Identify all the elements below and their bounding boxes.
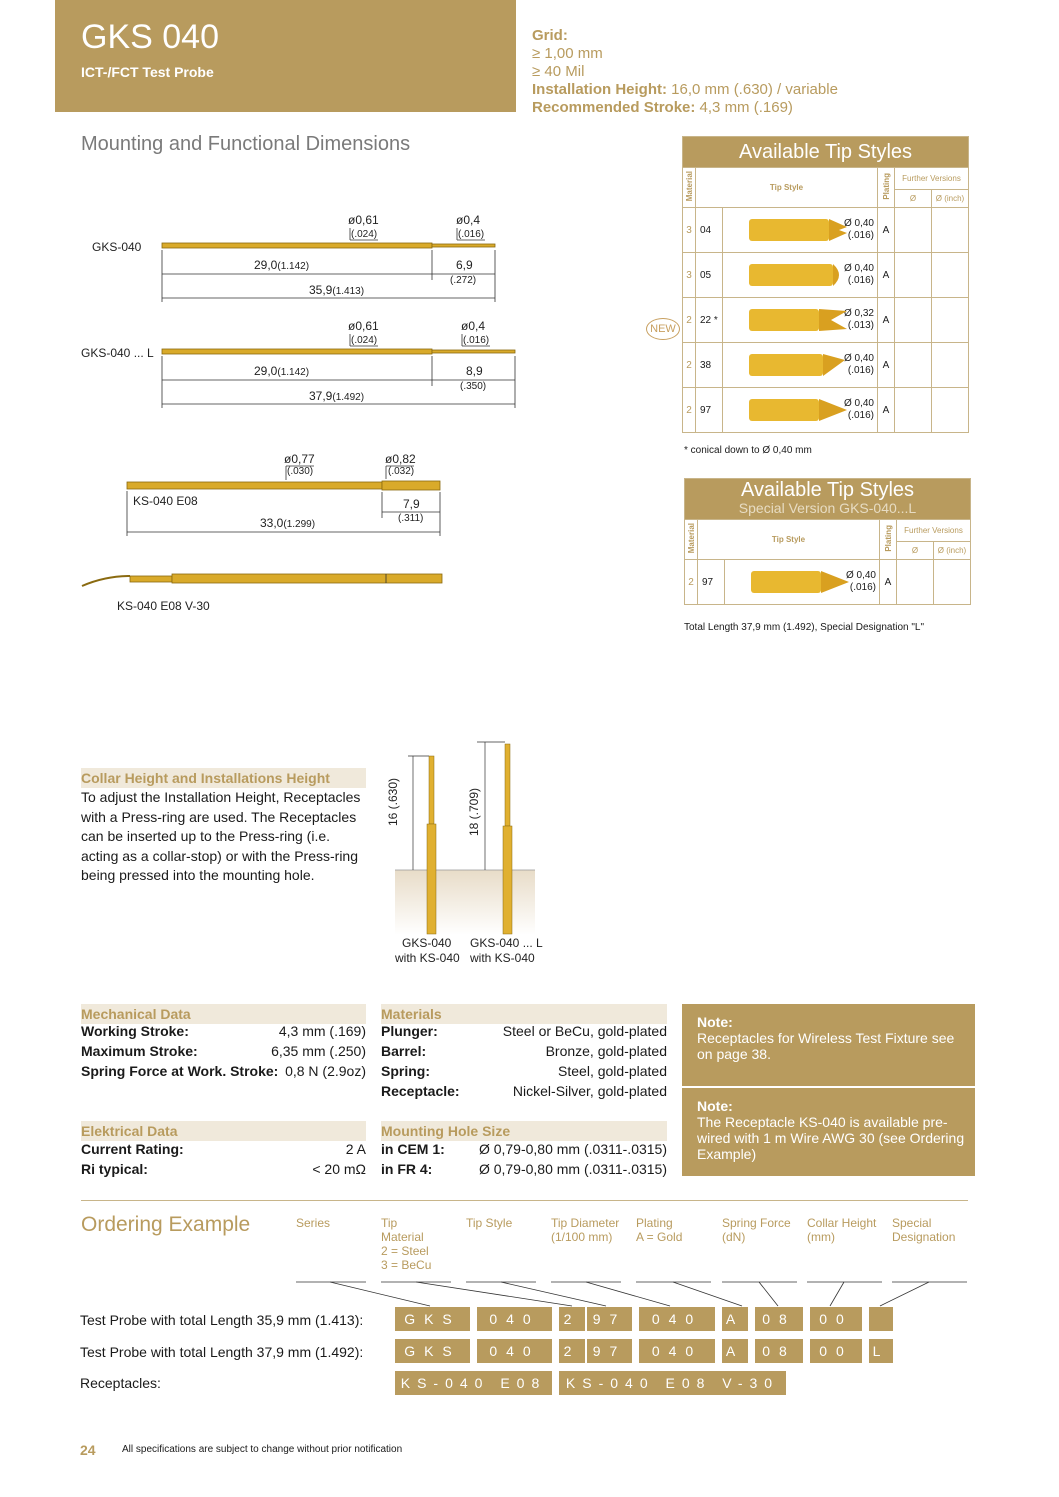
row-code: 05: [696, 253, 723, 298]
collar-cap2b: with KS-040: [470, 951, 535, 965]
order-row1-label: Test Probe with total Length 35,9 mm (1.413):: [80, 1312, 364, 1328]
list-item: [381, 1063, 667, 1083]
order-col-label: Special: [892, 1216, 932, 1230]
list-item: [381, 1043, 667, 1063]
materials-title: Materials: [381, 1004, 667, 1024]
drawing3-dia1: ø0,77: [284, 452, 315, 466]
list-item: [81, 1141, 366, 1161]
tip-table-2-footnote: Total Length 37,9 mm (1.492), Special Designation "L": [684, 622, 925, 633]
drawing1-len2-in: (.272): [450, 275, 477, 286]
tip-table-2-header: [685, 479, 971, 520]
row-dia: Ø 0,32: [843, 308, 874, 319]
drawing3-dia1-in: (.030): [287, 466, 314, 477]
data-value: Steel, gold-plated: [558, 1063, 667, 1079]
ordering-title: Ordering Example: [81, 1213, 251, 1236]
row-dia-in: (.016): [847, 365, 874, 376]
table-row: [683, 388, 969, 433]
data-label: Spring:: [381, 1063, 430, 1079]
order-col-label: Tip Diameter: [551, 1216, 620, 1230]
order-box-tip-style: 97: [587, 1307, 632, 1331]
drawing1-total: 35,9: [309, 283, 333, 297]
row-dia-in: (.016): [849, 582, 876, 593]
row-code: 22 *: [696, 298, 723, 343]
product-title: GKS 040: [81, 18, 219, 56]
data-value: Steel or BeCu, gold-plated: [502, 1023, 667, 1039]
data-value: Ø 0,79-0,80 mm (.0311-.0315): [478, 1141, 667, 1157]
grid-mil: ≥ 40 Mil: [532, 63, 585, 80]
drawing2-dia1: ø0,61: [348, 319, 379, 333]
row-dia: Ø 0,40: [843, 263, 874, 274]
order-col-collar-height: [807, 1216, 887, 1244]
row-dia-in: (.016): [847, 275, 874, 286]
drawing3-total-in: (1.299): [283, 519, 316, 530]
list-item: [81, 1161, 366, 1181]
stroke-label: Recommended Stroke:: [532, 99, 696, 116]
list-item: [81, 1063, 366, 1083]
drawing3-dia2: ø0,82: [385, 452, 416, 466]
list-item: [381, 1161, 667, 1181]
order-box-plating: A: [722, 1307, 748, 1331]
tip-97-icon: [747, 395, 857, 425]
list-item: [81, 1023, 366, 1043]
order-row2-label: Test Probe with total Length 37,9 mm (1.492):: [80, 1344, 364, 1360]
order-col-tip-style: [466, 1216, 546, 1230]
order-box-receptacle-wired: KS-040 E08 V-30: [559, 1371, 786, 1395]
order-col-plating: [636, 1216, 716, 1244]
order-box-special: L: [869, 1339, 893, 1363]
order-col-label: (dN): [722, 1230, 746, 1244]
electrical-title: Elektrical Data: [81, 1121, 366, 1141]
mounting-section-title: Mounting and Functional Dimensions: [81, 133, 411, 155]
col-further: Further Versions: [897, 520, 971, 542]
row-plating: A: [878, 253, 895, 298]
drawing2-dia2-in: (.016): [463, 335, 490, 346]
materials-list: [381, 1023, 667, 1103]
order-col-label: Collar Height: [807, 1216, 877, 1230]
drawing2-total: 37,9: [309, 389, 333, 403]
ordering-divider: [81, 1200, 968, 1201]
row-dia-in: (.013): [847, 320, 874, 331]
row-dia: Ø 0,40: [843, 218, 874, 229]
drawing1-total-in: (1.413): [332, 286, 365, 297]
mechanical-list: [81, 1023, 366, 1083]
tip-table-1-footnote: * conical down to Ø 0,40 mm: [684, 445, 812, 456]
col-tipstyle: Tip Style: [698, 520, 880, 560]
electrical-list: [81, 1141, 366, 1181]
data-label: Ri typical:: [81, 1161, 148, 1177]
page-number: 24: [80, 1442, 96, 1458]
drawing3-len2-in: (.311): [398, 513, 424, 524]
header-specs: [532, 27, 838, 117]
row-mat: 3: [683, 208, 696, 253]
order-col-label: Designation: [892, 1230, 956, 1244]
product-subtitle: ICT-/FCT Test Probe: [81, 64, 214, 80]
order-box-collar: 00: [810, 1339, 862, 1363]
order-col-label: (mm): [807, 1230, 835, 1244]
tip-table-1: [682, 136, 969, 433]
col-further: Further Versions: [895, 168, 969, 190]
note-1-title: Note:: [697, 1014, 733, 1030]
data-label: Working Stroke:: [81, 1023, 189, 1039]
row-mat: 2: [683, 298, 696, 343]
order-col-label: Tip Style: [466, 1216, 513, 1230]
order-col-label: Tip: [381, 1216, 398, 1230]
drawing2-dia1-in: (.024): [351, 335, 378, 346]
data-label: Maximum Stroke:: [81, 1043, 198, 1059]
list-item: [381, 1083, 667, 1103]
order-col-tip-material: [381, 1216, 461, 1272]
drawing1-dia1-in: (.024): [351, 229, 378, 240]
order-col-label: A = Gold: [636, 1230, 683, 1244]
drawing3-name: KS-040 E08: [133, 494, 198, 508]
row-plating: A: [878, 208, 895, 253]
drawing1-dia2: ø0,4: [456, 213, 481, 227]
list-item: [81, 1043, 366, 1063]
drawing3-len2: 7,9: [403, 497, 420, 511]
tip-97-l-icon: [749, 567, 859, 597]
order-box-material: 2: [559, 1307, 585, 1331]
tip-table-2-subtitle: Special Version GKS-040...L: [738, 500, 917, 516]
note-box-1: [682, 1004, 975, 1086]
drawing1-len1: 29,0: [254, 258, 278, 272]
order-box-spring: 08: [755, 1339, 803, 1363]
data-label: in CEM 1:: [381, 1141, 445, 1157]
col-material: Material: [684, 170, 694, 202]
table-row: [683, 298, 969, 343]
tip-table-2-title: Available Tip Styles: [740, 479, 915, 501]
table-row: [685, 560, 971, 605]
note-2-title: Note:: [697, 1098, 733, 1114]
collar-cap2a: GKS-040 ... L: [470, 936, 543, 950]
order-col-label: Material: [381, 1230, 424, 1244]
drawing2-len1-in: (1.142): [277, 367, 310, 378]
row-mat: 2: [683, 388, 696, 433]
order-box-material: 2: [559, 1339, 585, 1363]
data-value: 6,35 mm (.250): [271, 1043, 366, 1059]
data-label: Spring Force at Work. Stroke:: [81, 1063, 279, 1079]
collar-cap1a: GKS-040: [402, 936, 452, 950]
data-value: Ø 0,79-0,80 mm (.0311-.0315): [478, 1161, 667, 1177]
drawing2-name: GKS-040 ... L: [81, 346, 154, 360]
order-box-series: GKS: [395, 1339, 470, 1363]
order-col-tip-diameter: [551, 1216, 631, 1244]
drawing1-len1-in: (1.142): [277, 261, 310, 272]
install-value: 16,0 mm (.630) / variable: [671, 81, 838, 98]
row-dia: Ø 0,40: [843, 398, 874, 409]
col-plating: Plating: [881, 172, 891, 200]
row-plating: A: [880, 560, 897, 605]
drawing2-len2: 8,9: [466, 364, 483, 378]
data-label: Current Rating:: [81, 1141, 184, 1157]
order-box-special: [869, 1307, 893, 1331]
order-box-series: GKS: [395, 1307, 470, 1331]
table-row: [683, 208, 969, 253]
footer-text: All specifications are subject to change without prior notification: [122, 1444, 403, 1455]
order-box-spring: 08: [755, 1307, 803, 1331]
drawing3-dia2-in: (.032): [388, 466, 415, 477]
mounting-hole-title: Mounting Hole Size: [381, 1121, 667, 1141]
order-col-label: Spring Force: [722, 1216, 791, 1230]
ordering-connector-lines: [290, 1275, 970, 1309]
collar-title: Collar Height and Installations Height: [81, 768, 366, 788]
data-value: 4,3 mm (.169): [278, 1023, 366, 1039]
order-col-label: 2 = Steel: [381, 1244, 429, 1258]
drawing1-dia2-in: (.016): [458, 229, 485, 240]
drawing3-total: 33,0: [260, 516, 284, 530]
stroke-value: 4,3 mm (.169): [699, 99, 793, 116]
row-dia: Ø 0,40: [845, 570, 876, 581]
order-row3-label: Receptacles:: [80, 1375, 161, 1391]
data-label: Plunger:: [381, 1023, 438, 1039]
data-label: Receptacle:: [381, 1083, 460, 1099]
list-item: [381, 1141, 667, 1161]
data-label: Barrel:: [381, 1043, 427, 1059]
col-dia: Ø: [897, 542, 934, 560]
order-col-spring-force: [722, 1216, 802, 1244]
order-col-series: [296, 1216, 376, 1230]
table-row: [683, 343, 969, 388]
mounting-hole-list: [381, 1141, 667, 1181]
drawing1-len2: 6,9: [456, 258, 473, 272]
col-dia: Ø: [895, 190, 932, 208]
row-mat: 3: [683, 253, 696, 298]
order-col-special: [892, 1216, 972, 1244]
mechanical-title: Mechanical Data: [81, 1004, 366, 1024]
collar-drawing: [393, 738, 538, 938]
col-dia-inch: Ø (inch): [932, 190, 969, 208]
order-box-tip-style: 97: [587, 1339, 632, 1363]
note-box-2: [682, 1088, 975, 1176]
data-label: in FR 4:: [381, 1161, 433, 1177]
collar-h2: 18 (.709): [467, 787, 481, 836]
row-code: 04: [696, 208, 723, 253]
order-box-size: 040: [477, 1339, 552, 1363]
tip-05-icon: [747, 260, 857, 290]
tip-04-icon: [747, 215, 857, 245]
data-value: 0,8 N (2.9oz): [285, 1063, 366, 1079]
data-value: 2 A: [345, 1141, 366, 1157]
col-material: Material: [686, 522, 696, 554]
collar-text: To adjust the Installation Height, Receptacles with a Press-ring are used. The Receptacles can be inserted up to the Press-ring (i.e. acting as a collar-stop) or with the Press-ring being pressed into the mounting hole.: [81, 789, 361, 883]
grid-mm: ≥ 1,00 mm: [532, 45, 603, 62]
row-dia-in: (.016): [847, 230, 874, 241]
row-mat: 2: [685, 560, 698, 605]
order-col-label: Series: [296, 1216, 331, 1230]
order-box-collar: 00: [810, 1307, 862, 1331]
drawing2-len1: 29,0: [254, 364, 278, 378]
row-plating: A: [878, 388, 895, 433]
new-badge: NEW: [646, 318, 680, 340]
row-plating: A: [878, 298, 895, 343]
drawing4-name: KS-040 E08 V-30: [117, 599, 210, 613]
note-1-text: Receptacles for Wireless Test Fixture see on page 38.: [697, 1030, 955, 1062]
order-box-receptacle: KS-040 E08: [395, 1371, 552, 1395]
row-mat: 2: [683, 343, 696, 388]
col-tipstyle: Tip Style: [696, 168, 878, 208]
collar-h1: 16 (.630): [386, 777, 400, 826]
drawing1-name: GKS-040: [92, 240, 142, 254]
data-value: Bronze, gold-plated: [545, 1043, 667, 1059]
header-banner: [55, 0, 516, 112]
order-box-diameter: 040: [639, 1339, 715, 1363]
tip-table-2: [684, 478, 971, 605]
row-code: 97: [696, 388, 723, 433]
drawing2-total-in: (1.492): [332, 392, 365, 403]
install-label: Installation Height:: [532, 81, 667, 98]
row-dia: Ø 0,40: [843, 353, 874, 364]
tip-38-icon: [747, 350, 857, 380]
grid-label: Grid:: [532, 27, 568, 44]
drawing2-dia2: ø0,4: [461, 319, 486, 333]
col-plating: Plating: [883, 524, 893, 552]
col-dia-inch: Ø (inch): [934, 542, 971, 560]
collar-cap1b: with KS-040: [395, 951, 460, 965]
table-row: [683, 253, 969, 298]
order-box-diameter: 040: [639, 1307, 715, 1331]
row-code: 97: [698, 560, 725, 605]
row-plating: A: [878, 343, 895, 388]
order-col-label: 3 = BeCu: [381, 1258, 432, 1272]
order-col-label: (1/100 mm): [551, 1230, 613, 1244]
data-value: Nickel-Silver, gold-plated: [512, 1083, 667, 1099]
list-item: [381, 1023, 667, 1043]
row-dia-in: (.016): [847, 410, 874, 421]
data-value: < 20 mΩ: [312, 1161, 366, 1177]
order-box-plating: A: [722, 1339, 748, 1363]
row-code: 38: [696, 343, 723, 388]
order-col-label: Plating: [636, 1216, 673, 1230]
drawing1-dia1: ø0,61: [348, 213, 379, 227]
order-box-size: 040: [477, 1307, 552, 1331]
tip-table-1-title: Available Tip Styles: [683, 137, 969, 168]
tip-22-icon: [747, 305, 857, 335]
drawing2-len2-in: (.350): [460, 381, 487, 392]
note-2-text: The Receptacle KS-040 is available pre-wired with 1 m Wire AWG 30 (see Ordering Example): [697, 1114, 965, 1162]
